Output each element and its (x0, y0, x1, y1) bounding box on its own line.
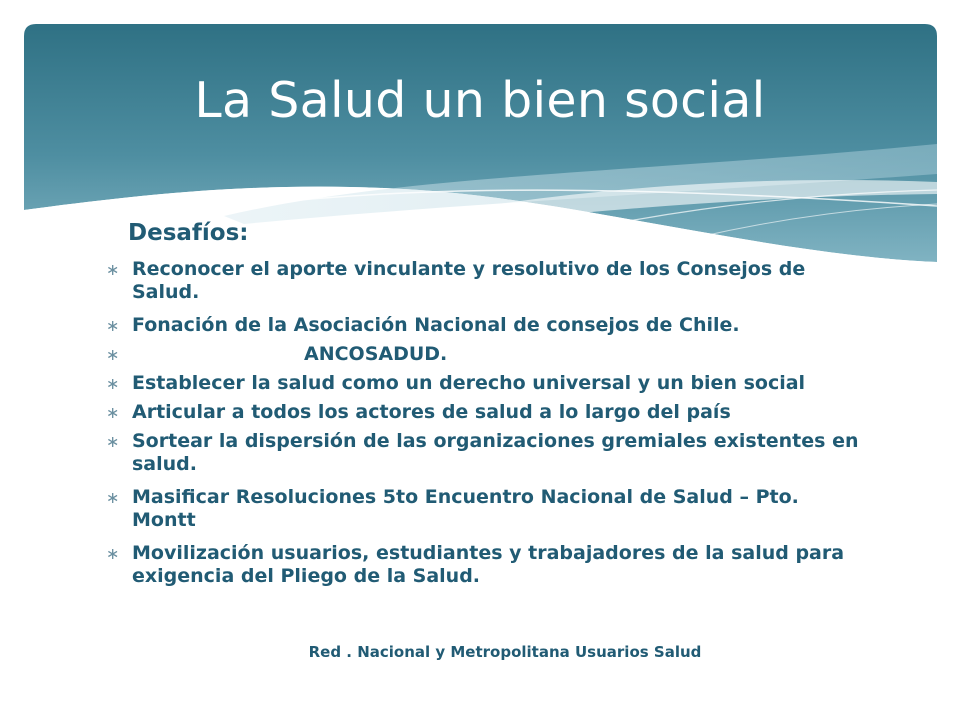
bullet-text: Fonación de la Asociación Nacional de consejos de Chile. (132, 314, 740, 336)
bullet-text: ANCOSADUD. (304, 343, 448, 365)
list-item (104, 258, 864, 304)
list-item (104, 343, 864, 366)
list-item (104, 372, 864, 395)
list-item (104, 430, 864, 476)
asterisk-bullet-icon: ∗ (106, 544, 120, 563)
asterisk-bullet-icon: ∗ (106, 345, 120, 364)
bullet-text: Establecer la salud como un derecho universal y un bien social (132, 372, 806, 394)
bullet-list (104, 258, 864, 598)
asterisk-bullet-icon: ∗ (106, 432, 120, 451)
list-item (104, 401, 864, 424)
bullet-text: Reconocer el aporte vinculante y resolutivo de los Consejos de Salud. (132, 258, 806, 303)
asterisk-bullet-icon: ∗ (106, 260, 120, 279)
slide-footer: Red . Nacional y Metropolitana Usuarios Salud (308, 643, 702, 661)
bullet-text: Sortear la dispersión de las organizaciones gremiales existentes en salud. (132, 430, 859, 475)
bullet-text: Masificar Resoluciones 5to Encuentro Nacional de Salud – Pto. Montt (132, 486, 799, 531)
bullet-text: Articular a todos los actores de salud a lo largo del país (132, 401, 731, 423)
slide-title: La Salud un bien social (194, 72, 766, 129)
section-subheading: Desafíos: (128, 220, 249, 246)
asterisk-bullet-icon: ∗ (106, 488, 120, 507)
asterisk-bullet-icon: ∗ (106, 403, 120, 422)
asterisk-bullet-icon: ∗ (106, 316, 120, 335)
asterisk-bullet-icon: ∗ (106, 374, 120, 393)
list-item (104, 314, 864, 337)
list-item (104, 542, 864, 588)
list-item (104, 486, 864, 532)
bullet-text: Movilización usuarios, estudiantes y trabajadores de la salud para exigencia del Pliego de la Salud. (132, 542, 845, 587)
